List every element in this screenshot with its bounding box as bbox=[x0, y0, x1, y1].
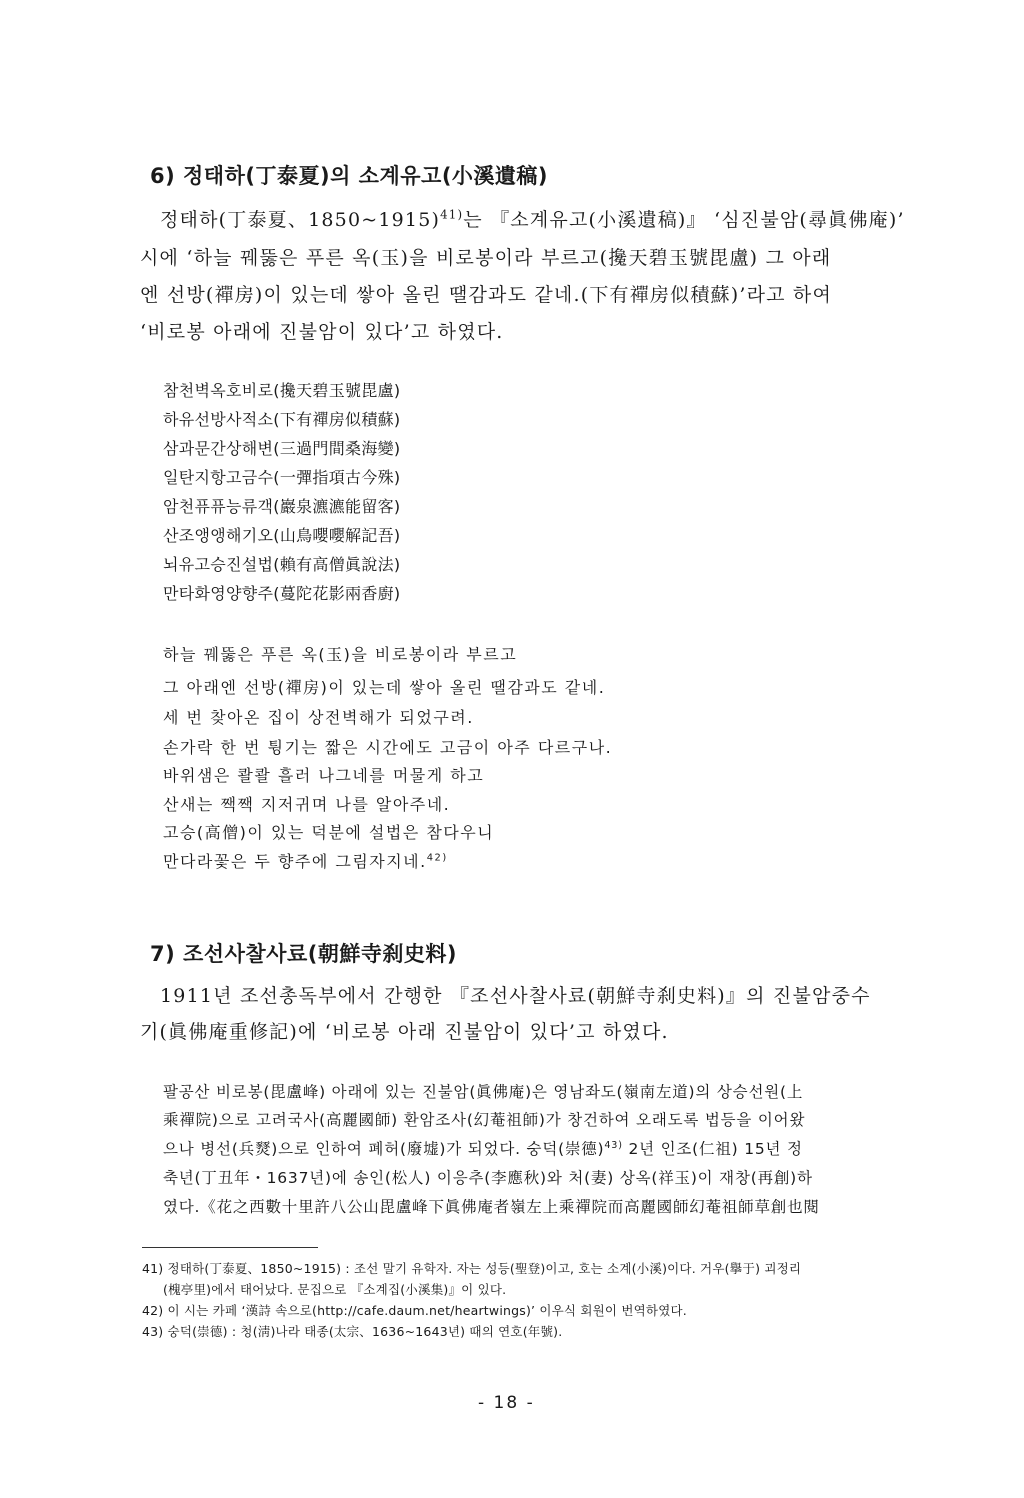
quote-line bbox=[163, 1137, 803, 1159]
poem-line: 일탄지항고금수(一彈指項古今殊) bbox=[163, 468, 401, 487]
translation-line: 하늘 꿰뚫은 푸른 옥(玉)을 비로봉이라 부르고 bbox=[163, 645, 518, 664]
section-7-paragraph-line: 1911년 조선총독부에서 간행한 『조선사찰사료(朝鮮寺刹史料)』의 진불암중수 bbox=[160, 985, 871, 1007]
section-7-heading: 7) 조선사찰사료(朝鮮寺刹史料) bbox=[150, 942, 457, 966]
translation-line: 세 번 찾아온 집이 상전벽해가 되었구려. bbox=[163, 708, 474, 727]
section-6-heading: 6) 정태하(丁泰夏)의 소계유고(小溪遺稿) bbox=[150, 164, 549, 188]
page-number: - 18 - bbox=[478, 1393, 535, 1413]
section-6-paragraph-line: 엔 선방(禪房)이 있는데 쌓아 올린 땔감과도 같네.(下有禪房似積蘇)’라고 하여 bbox=[140, 284, 833, 306]
poem-line: 뇌유고승진설법(賴有高僧眞說法) bbox=[163, 555, 401, 574]
poem-line: 참천벽옥호비로(攙天碧玉號毘盧) bbox=[163, 381, 401, 400]
quote-line: 팔공산 비로봉(毘盧峰) 아래에 있는 진불암(眞佛庵)은 영남좌도(嶺南左道)의 상승선원(上 bbox=[163, 1083, 804, 1101]
section-7-paragraph-line: 기(眞佛庵重修記)에 ‘비로봉 아래 진불암이 있다’고 하였다. bbox=[140, 1021, 669, 1043]
translation-line: 산새는 짹짹 지저귀며 나를 알아주네. bbox=[163, 795, 451, 814]
footnote-ref-42: 42) bbox=[426, 852, 448, 864]
quote-line: 였다.《花之西數十里許八公山毘盧峰下眞佛庵者嶺左上乘禪院而高麗國師幻菴祖師草創也閱 bbox=[163, 1198, 820, 1216]
quote-line: 乘禪院)으로 고려국사(高麗國師) 환암조사(幻菴祖師)가 창건하여 오래도록 법등을 이어왔 bbox=[163, 1111, 806, 1129]
quote-text: 2년 인조(仁祖) 15년 정 bbox=[622, 1140, 803, 1158]
para-text: 는 『소계유고(小溪遺稿)』 ‘심진불암(尋眞佛庵)’ bbox=[463, 209, 905, 231]
quote-line: 축년(丁丑年・1637년)에 송인(松人) 이응추(李應秋)와 처(妻) 상옥(祥玉)이 재창(再創)하 bbox=[163, 1169, 813, 1187]
footnote-line: (槐亭里)에서 태어났다. 문집으로 『소계집(小溪集)』이 있다. bbox=[163, 1282, 507, 1297]
poem-line: 하유선방사적소(下有禪房似積蘇) bbox=[163, 410, 401, 429]
footnote-line: 42) 이 시는 카페 ‘漢詩 속으로(http://cafe.daum.net/heartwings)’ 이우식 회원이 번역하였다. bbox=[142, 1303, 687, 1318]
footnote-ref-43: 43) bbox=[604, 1139, 623, 1151]
translation-line: 바위샘은 콸콸 흘러 나그네를 머물게 하고 bbox=[163, 766, 485, 785]
translation-line: 그 아래엔 선방(禪房)이 있는데 쌓아 올린 땔감과도 같네. bbox=[163, 678, 606, 697]
poem-line: 만타화영양향주(蔓陀花影兩香廚) bbox=[163, 584, 401, 603]
poem-line: 암천퓨퓨능류객(巖泉瀌瀌能留客) bbox=[163, 497, 401, 516]
quote-text: 으나 병선(兵燹)으로 인하여 폐허(廢墟)가 되었다. 숭덕(崇德) bbox=[163, 1140, 605, 1158]
translation-line: 고승(高僧)이 있는 덕분에 설법은 참다우니 bbox=[163, 823, 495, 842]
translation-text: 만다라꽃은 두 향주에 그림자지네. bbox=[163, 852, 427, 871]
translation-line bbox=[163, 849, 448, 872]
translation-line: 손가락 한 번 튕기는 짧은 시간에도 고금이 아주 다르구나. bbox=[163, 738, 613, 757]
section-6-paragraph-line: 시에 ‘하늘 꿰뚫은 푸른 옥(玉)을 비로봉이라 부르고(攙天碧玉號毘盧) 그 아래 bbox=[140, 247, 832, 269]
poem-line: 삼과문간상해변(三過門間桑海變) bbox=[163, 439, 401, 458]
section-6-paragraph-line bbox=[160, 205, 905, 232]
section-6-paragraph-line: ‘비로봉 아래에 진불암이 있다’고 하였다. bbox=[140, 321, 504, 343]
footnote-ref-41: 41) bbox=[440, 207, 464, 222]
footnote-line: 41) 정태하(丁泰夏、1850~1915) : 조선 말기 유학자. 자는 성등(聖登)이고, 호는 소계(小溪)이다. 거우(擧于) 괴정리 bbox=[142, 1261, 802, 1276]
footnote-line: 43) 숭덕(崇德) : 청(淸)나라 태종(太宗、1636~1643년) 때의 연호(年號). bbox=[142, 1324, 563, 1339]
poem-line: 산조앵앵해기오(山鳥嚶嚶解記吾) bbox=[163, 526, 401, 545]
para-text: 정태하(丁泰夏、1850~1915) bbox=[160, 209, 441, 231]
footnote-divider bbox=[142, 1247, 318, 1248]
